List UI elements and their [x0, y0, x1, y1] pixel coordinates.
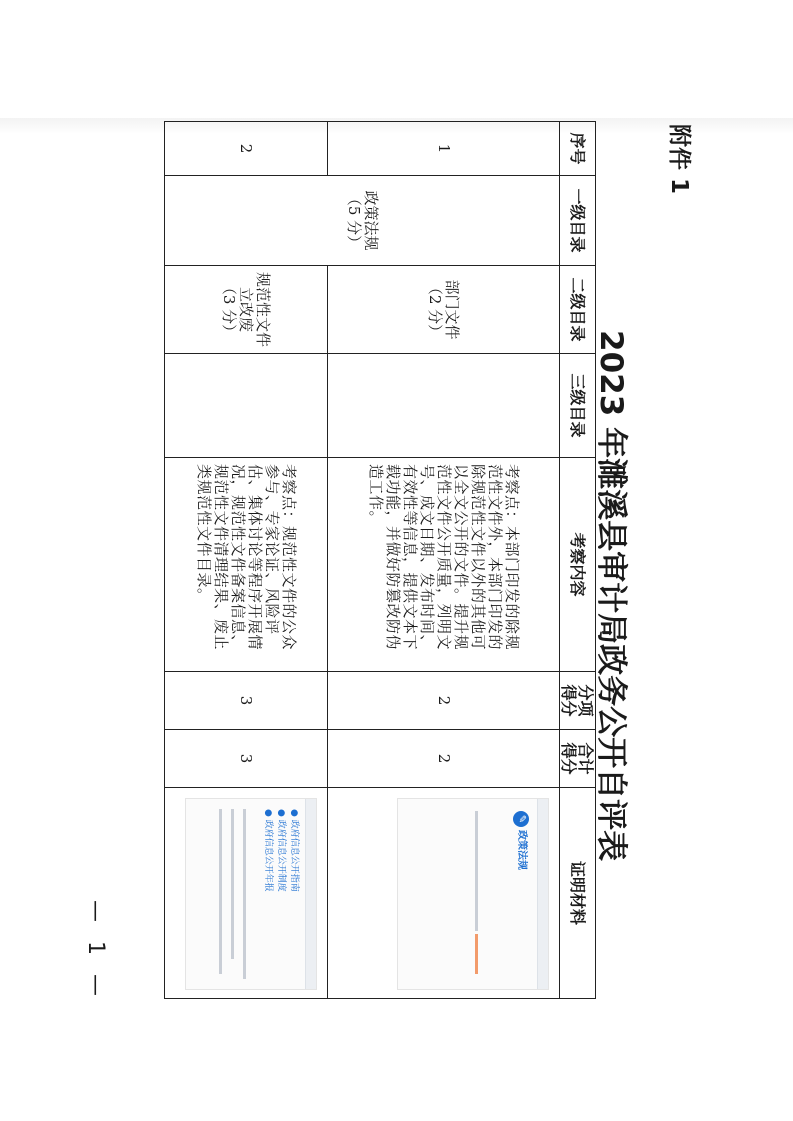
- row1-item-score: 2: [328, 672, 560, 730]
- row1-level3: [328, 354, 560, 458]
- page-number: — 1 —: [83, 900, 108, 1002]
- header-item-score: 分项 得分: [560, 672, 596, 730]
- screenshot-topbar: [537, 799, 548, 989]
- self-evaluation-table: [164, 121, 596, 999]
- screenshot-highlight: [475, 934, 478, 974]
- screenshot-logo: [513, 811, 530, 870]
- row2-evidence: [165, 788, 328, 999]
- info-icon: ●: [263, 809, 273, 820]
- screenshot-topbar: [305, 799, 316, 989]
- header-no: 序号: [560, 122, 596, 176]
- screenshot-line: [243, 809, 246, 979]
- evidence-link-text: 政府信息公开年报: [263, 819, 273, 892]
- row2-item-score: 3: [165, 672, 328, 730]
- screenshot-line: [231, 809, 234, 959]
- screenshot-logo-text: 政策法规: [516, 830, 527, 870]
- evidence-link: [287, 809, 300, 892]
- table-header-row: [560, 122, 596, 999]
- row1-level2: 部门文件 （2 分）: [328, 266, 560, 354]
- evidence-screenshot-2: [185, 798, 317, 990]
- row2-no: 2: [165, 122, 328, 176]
- evidence-link-text: 政府信息公开制度: [276, 819, 286, 892]
- row1-content: [328, 458, 560, 672]
- annex-label: 附件 1: [666, 124, 692, 195]
- row1-no: 1: [328, 122, 560, 176]
- row1-evidence: [328, 788, 560, 999]
- header-level3: 三级目录: [560, 354, 596, 458]
- header-level1: 一级目录: [560, 176, 596, 266]
- header-level2: 二级目录: [560, 266, 596, 354]
- evidence-link: [261, 809, 274, 892]
- row2-level3: [165, 354, 328, 458]
- screenshot-line: [475, 811, 478, 931]
- row2-total-score: 3: [165, 730, 328, 788]
- info-icon: ●: [276, 809, 286, 820]
- screenshot-line: [219, 809, 222, 974]
- document-title: 2023 年濉溪县审计局政务公开自评表: [593, 330, 629, 862]
- header-total-score: 合计 得分: [560, 730, 596, 788]
- evidence-link-list: [261, 809, 300, 892]
- row1-total-score: 2: [328, 730, 560, 788]
- header-evidence: 证明材料: [560, 788, 596, 999]
- policy-icon: ✎: [513, 811, 529, 827]
- evidence-link-text: 政府信息公开指南: [289, 819, 299, 892]
- header-content: 考察内容: [560, 458, 596, 672]
- evidence-screenshot-1: [397, 798, 549, 990]
- info-icon: ●: [289, 809, 299, 820]
- evidence-link: [274, 809, 287, 892]
- row1-content-text: 考察点：本部门印发的除规范性文件外，本部门印发的除规范性文件以外的其他可以全文公开的文件。提升规范性文件公开质量，列明文号、成文日期、发布时间、有效性等信息，提供文本下载功能，并做好防篡改防伪造工作。: [367, 464, 521, 651]
- row2-level2: 规范性文件 立改废 （3 分）: [165, 266, 328, 354]
- row1-level1: 政策法规 （5 分）: [165, 176, 560, 266]
- row2-content-text: 考察点：规范性文件的公众参与、专家论证、风险评估、集体讨论等程序开展情况，规范性文件备案信息、规范性文件清理结果、废止类规范性文件目录。: [195, 464, 298, 651]
- row2-content: [165, 458, 328, 672]
- table-row: [328, 122, 560, 999]
